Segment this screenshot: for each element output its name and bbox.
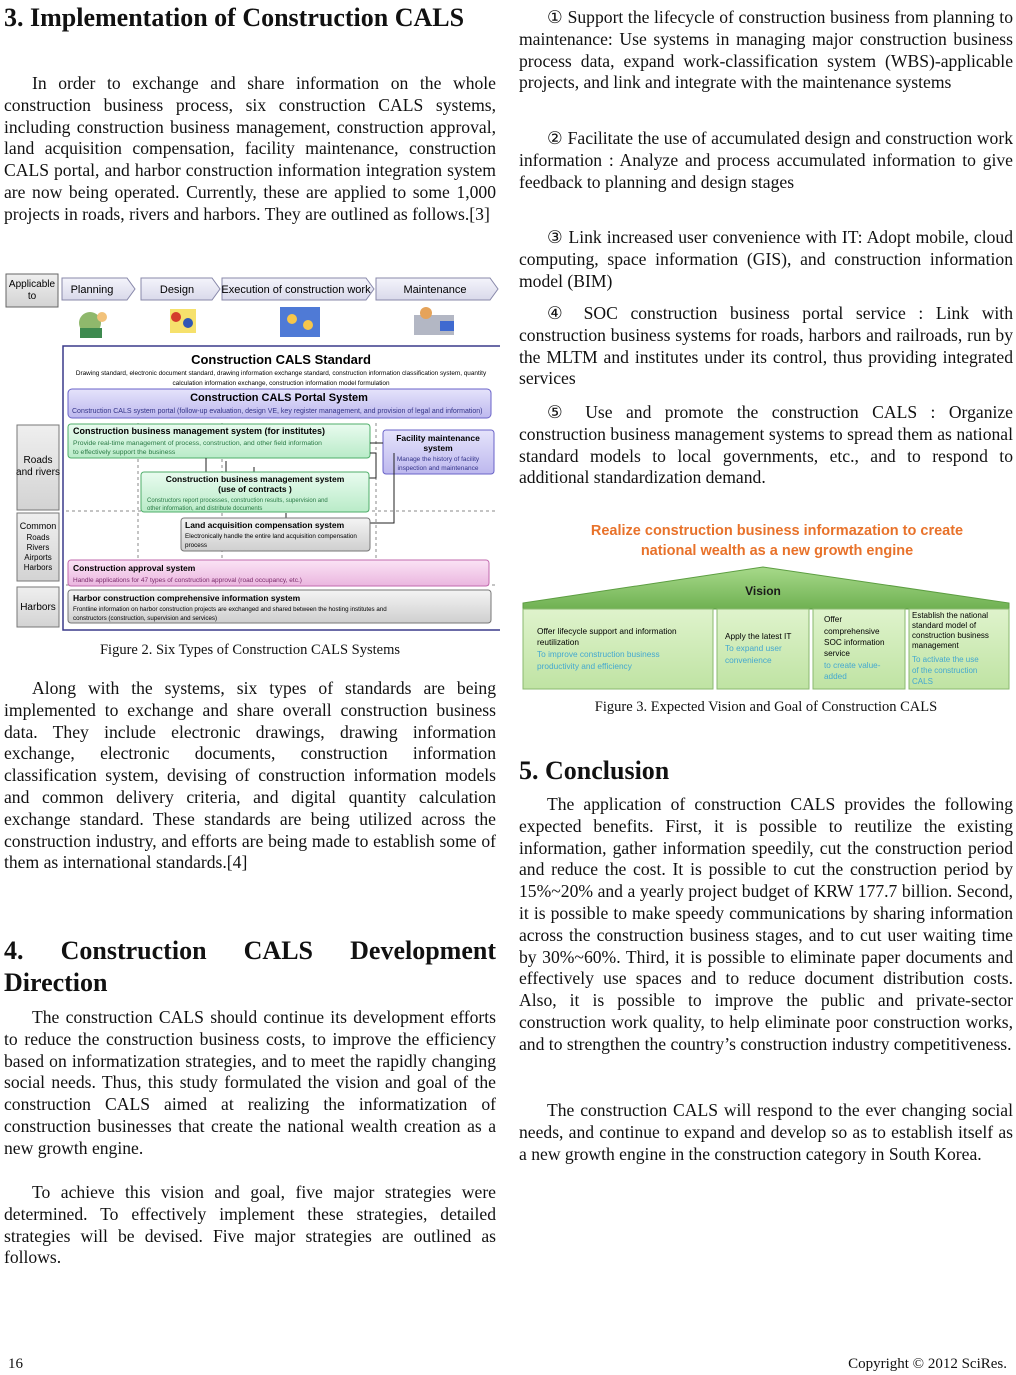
vision-box-1-goal: To improve construction business	[537, 649, 660, 659]
section-3-paragraph: In order to exchange and share information on the whole construction business process, six construction CALS systems, including construction business management, construction approval, land acquisition compensation, facility maintenance, construction CALS portal, and harbor construction information integration system are now being operated. Currently, these are applied to some 1,000 projects in roads, rivers and harbors. They are outlined as follows.[3]	[4, 73, 496, 224]
institutes-title: Construction business management system (for institutes)	[73, 426, 326, 436]
row-label-common-5: Harbors	[23, 563, 53, 572]
phase-execution: Execution of construction work	[221, 284, 371, 296]
vision-box-4-text: Establish the national	[912, 611, 989, 620]
standard-desc-2: calculation information exchange, construction information model formulation	[172, 380, 390, 387]
vision-box-1-text: Offer lifecycle support and information	[537, 626, 677, 636]
row-label-roads: Roads	[23, 455, 53, 466]
fig3-headline-2: national wealth as a new growth engine	[640, 543, 914, 559]
land-title: Land acquisition compensation system	[185, 520, 345, 530]
fig3-headline: Realize construction business informazation to create	[590, 523, 964, 539]
vision-box-4-text-3: construction business	[912, 631, 989, 640]
vision-box-3-text-4: service	[824, 649, 850, 658]
phase-planning: Planning	[70, 284, 114, 296]
conclusion-paragraph-2: The construction CALS will respond to the ever changing social needs, and continue to expand and develop so as to establish itself as a new growth engine in the construction category in South Korea.	[519, 1100, 1013, 1164]
contracts-desc-2: other information, and distribute documents	[147, 506, 263, 512]
contracts-title: Construction business management system	[165, 474, 345, 484]
strategy-2: ② Facilitate the use of accumulated design and construction work information : Analyze and process accumulated information to give feedback to planning and design stages	[519, 128, 1013, 192]
design-clipart-icon	[170, 309, 196, 333]
contracts-desc: Constructors report processes, construction results, supervision and	[147, 498, 328, 504]
portal-desc: Construction CALS system portal (follow-up evaluation, design VE, key register management, and provision of legal and information)	[72, 408, 483, 415]
vision-box-1-text-2: reutilization	[537, 637, 579, 647]
vision-box-3-goal-2: added	[824, 672, 847, 681]
portal-title: Construction CALS Portal System	[190, 392, 368, 404]
vision-box-1-goal-2: productivity and efficiency	[537, 661, 632, 671]
institutes-desc-2: to effectively support the business	[73, 449, 176, 456]
phase-maintenance: Maintenance	[403, 284, 467, 296]
vision-box-3-text: Offer	[824, 615, 843, 624]
row-label-common-2: Roads	[26, 533, 50, 542]
vision-box-3-text-2: comprehensive	[824, 627, 880, 636]
harbor-title: Harbor construction comprehensive information system	[73, 593, 301, 603]
row-label-roads-2: and rivers	[16, 467, 60, 478]
row-label-common-3: Rivers	[26, 543, 50, 552]
execution-clipart-icon	[280, 307, 320, 337]
facility-title-2: system	[423, 443, 453, 453]
approval-desc: Handle applications for 47 types of construction approval (road occupancy, etc.)	[73, 577, 302, 584]
vision-box-4-goal-3: CALS	[912, 677, 933, 686]
vision-box-3-goal: to create value-	[824, 661, 881, 670]
applicable-label-2: to	[27, 291, 37, 302]
vision-label: Vision	[745, 584, 781, 598]
vision-box-4-text-4: management	[912, 641, 959, 650]
harbor-desc-2: constructors (construction, supervision and services)	[73, 615, 218, 622]
section-4-heading: 4. Construction CALS Development Direction	[4, 936, 496, 997]
row-label-harbors: Harbors	[20, 602, 56, 613]
approval-title: Construction approval system	[73, 563, 196, 573]
figure-3-caption: Figure 3. Expected Vision and Goal of Construction CALS	[594, 699, 938, 715]
copyright-notice: Copyright © 2012 SciRes.	[848, 1356, 1007, 1372]
vision-box-2-goal-2: convenience	[725, 655, 772, 665]
vision-box-4-goal-2: of the construction	[912, 666, 978, 675]
standard-title: Construction CALS Standard	[191, 352, 371, 367]
strategy-3: ③ Link increased user convenience with IT: Adopt mobile, cloud computing, space information (GIS), and construction information model (BIM)	[519, 227, 1013, 291]
phase-design: Design	[159, 284, 195, 296]
land-desc-2: process	[185, 542, 208, 549]
strategy-5: ⑤ Use and promote the construction CALS : Organize construction business management systems to spread them as national standard models to local governments, etc., and to respond to additional standardization demand.	[519, 402, 1013, 488]
strategies-intro-paragraph: To achieve this vision and goal, five major strategies were determined. To effectively implement these strategies, detailed strategies will be devised. Five major strategies are outlined as follows.	[4, 1182, 496, 1268]
vision-box-2-text: Apply the latest IT	[725, 631, 792, 641]
facility-desc: Manage the history of facility	[396, 456, 480, 463]
figure-3-diagram	[519, 515, 1013, 695]
row-label-common-4: Airports	[24, 553, 52, 562]
vision-box-2-goal: To expand user	[725, 643, 782, 653]
vision-box-4-goal: To activate the use	[912, 655, 979, 664]
planning-clipart-icon	[79, 312, 107, 338]
standard-desc: Drawing standard, electronic document standard, drawing information exchange standard, construction information classification system, quantity	[75, 370, 487, 377]
harbor-desc: Frontline information on harbor construction projects are exchanged and shared between the hosting institutes and	[73, 606, 387, 613]
strategy-1: ① Support the lifecycle of construction business from planning to maintenance: Use systems in managing major construction business process data, expand work-classification system (WBS)-applicable projects, and link and integrate with the maintenance systems	[519, 7, 1013, 93]
vision-box-4-text-2: standard model of	[912, 621, 977, 630]
row-label-common: Common	[19, 521, 57, 531]
standards-paragraph: Along with the systems, six types of standards are being implemented to exchange and share overall construction business data. They include electronic drawings, drawing information exchange, electronic documents, construction information classification system, devising of construction information models and common delivery criteria, and digital quantity calculation exchange standard. These standards are being utilized across the construction industry, and efforts are being made to establish some of them as international standards.[4]	[4, 678, 496, 873]
contracts-title-2: (use of contracts )	[218, 484, 292, 494]
facility-desc-2: inspection and maintenance	[397, 465, 479, 472]
institutes-desc: Provide real-time management of process, construction, and other field information	[73, 440, 322, 447]
figure-2-diagram	[4, 273, 500, 633]
strategy-4: ④ SOC construction business portal service : Link with construction business systems for roads, harbors and railroads, run by the MLTM and institutes under its control, thus providing integrated services	[519, 303, 1013, 389]
land-desc: Electronically handle the entire land acquisition compensation	[185, 533, 357, 540]
section-4-paragraph: The construction CALS should continue its development efforts to reduce the construction business costs, to improve the efficiency based on informatization strategies, and to meet the rapidly changing social needs. Thus, this study formulated the vision and goal of the construction CALS aimed at realizing the informatization of construction businesses that create the national wealth creation as a new growth engine.	[4, 1007, 496, 1158]
page-number: 16	[8, 1356, 23, 1372]
facility-title: Facility maintenance	[396, 433, 480, 443]
figure-2-caption: Figure 2. Six Types of Construction CALS Systems	[99, 642, 400, 658]
conclusion-paragraph-1: The application of construction CALS provides the following expected benefits. First, it is possible to reutilize the existing information, gather information speedily, cut the construction period and reduce the cost. It is possible to cut the construction period by 15%~20% and a yearly project budget of KRW 177.7 billion. Second, it is possible to make speedy communications by sharing information across the construction business stages, and to cut user waiting time by 30%~60%. Third, it is possible to eliminate paper documents and effectively use spaces and to reduce document distribution costs. Also, it is possible to improve the public and private-sector construction work quality, to help eliminate poor construction works, and to strengthen the country’s construction industry competitiveness.	[519, 794, 1013, 1054]
section-5-heading: 5. Conclusion	[519, 756, 670, 785]
applicable-label: Applicable	[8, 279, 56, 290]
section-3-heading: 3. Implementation of Construction CALS	[4, 3, 465, 32]
maintenance-clipart-icon	[414, 307, 454, 335]
vision-box-3-text-3: SOC information	[824, 638, 885, 647]
